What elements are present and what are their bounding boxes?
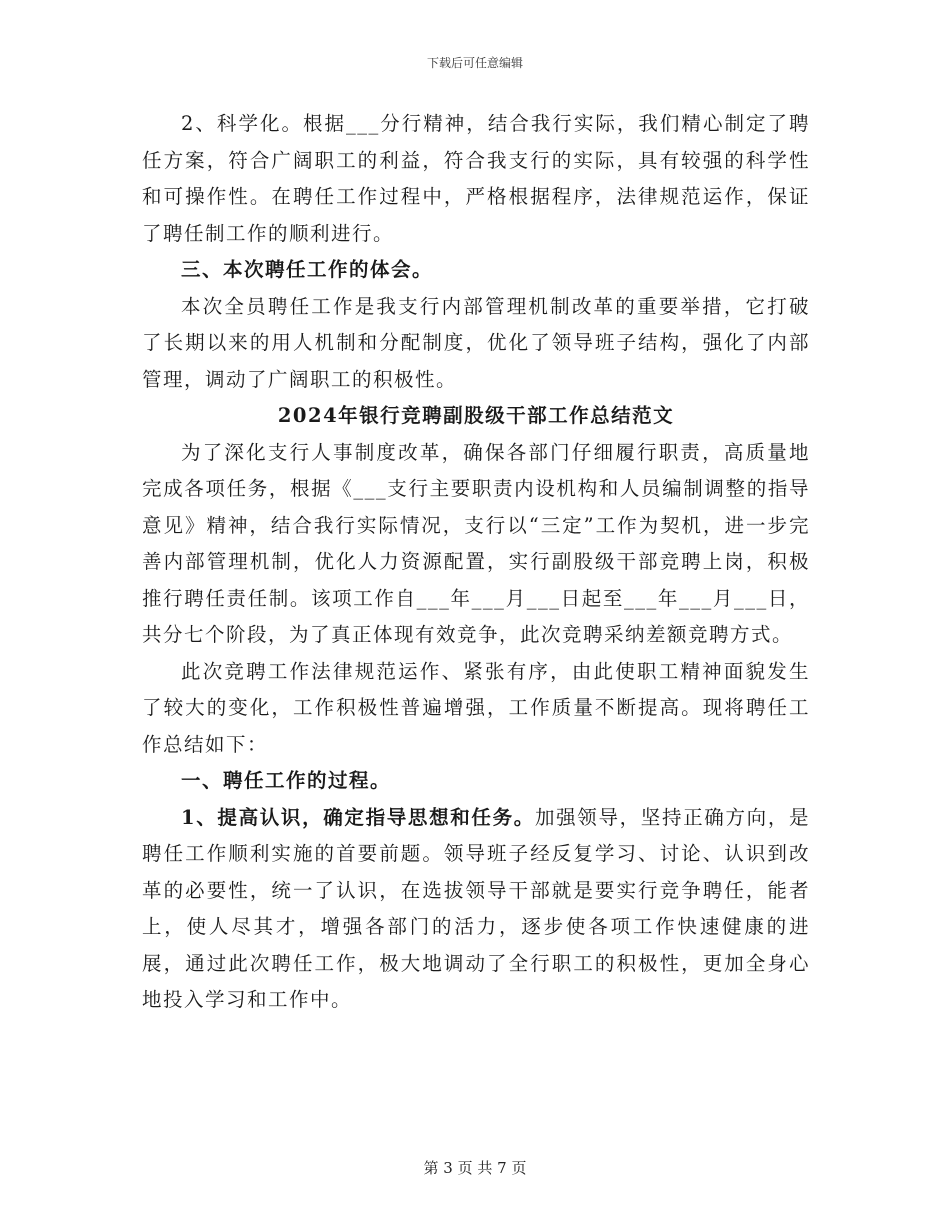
paragraph-awareness-lead: 1、提高认识，确定指导思想和任务。 [181, 805, 535, 829]
paragraph-awareness-text: 加强领导，坚持正确方向，是聘任工作顺利实施的首要前题。领导班子经反复学习、讨论、认识到改革的必要性，统一了认识，在选拔领导干部就是要实行竞争聘任，能者上，使人尽其才，增强各部门的活力，逐步使各项工作快速健康的进展，通过此次聘任工作，极大地调动了全行职工的积极性，更加全身心地投入学习和工作中。 [142, 805, 810, 1011]
document-title: 2024年银行竞聘副股级干部工作总结范文 [277, 404, 675, 427]
page-header: 下载后可任意编辑 [426, 56, 523, 70]
paragraph-awareness [142, 800, 810, 1019]
paragraph-scientific: 2、科学化。根据___分行精神，结合我行实际，我们精心制定了聘任方案，符合广阔职工的利益，符合我支行的实际，具有较强的科学性和可操作性。在聘任工作过程中，严格根据程序，法律规范运作，保证了聘任制工作的顺利进行。 [142, 112, 810, 245]
section-heading-experience: 三、本次聘任工作的体会。 [181, 258, 434, 281]
paragraph-experience: 本次全员聘任工作是我支行内部管理机制改革的重要举措，它打破了长期以来的用人机制和分配制度，优化了领导班子结构，强化了内部管理，调动了广阔职工的积极性。 [142, 294, 810, 391]
document-body [142, 106, 810, 1019]
paragraph-summary: 此次竞聘工作法律规范运作、紧张有序，由此使职工精神面貌发生了较大的变化，工作积极性普遍增强，工作质量不断提高。现将聘任工作总结如下： [142, 659, 810, 756]
page-number: 第 3 页 共 7 页 [423, 1159, 527, 1177]
paragraph-intro: 为了深化支行人事制度改革，确保各部门仔细履行职责，高质量地完成各项任务，根据《___支行主要职责内设机构和人员编制调整的指导意见》精神，结合我行实际情况，支行以“三定”工作为契机，进一步完善内部管理机制，优化人力资源配置，实行副股级干部竞聘上岗，积极推行聘任责任制。该项工作自___年___月___日起至___年___月___日，共分七个阶段，为了真正体现有效竞争，此次竞聘采纳差额竞聘方式。 [142, 440, 810, 646]
section-heading-process: 一、聘任工作的过程。 [181, 769, 392, 792]
